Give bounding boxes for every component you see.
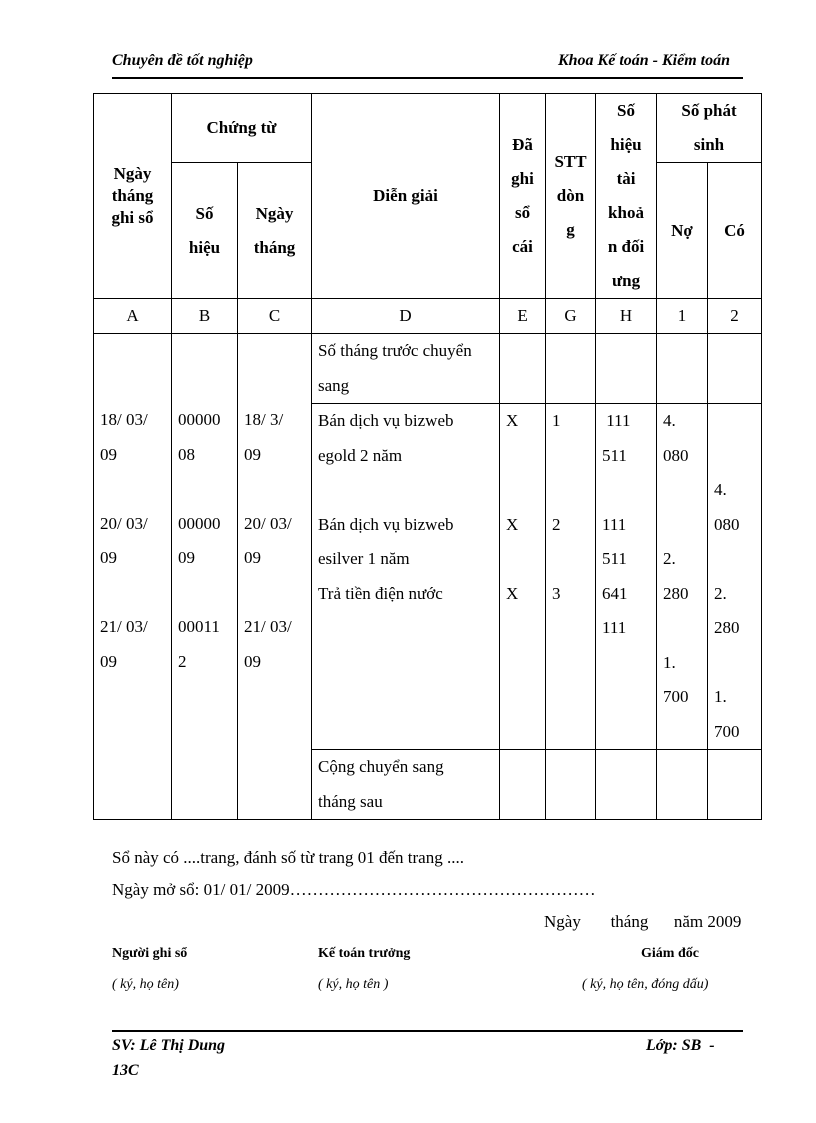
entries-line-number: 1 2 3 [546,404,596,750]
pages-note: Sổ này có ....trang, đánh số từ trang 01 đến trang .... [112,848,464,867]
entries-description: Bán dịch vụ bizweb egold 2 năm Bán dịch vụ bizweb esilver 1 năm Trả tiền điện nước [312,404,500,750]
column-letter: D [312,299,500,334]
header-ledger-posted: Đã ghi sổ cái [500,94,546,299]
opening-debit-cell [657,334,708,404]
opening-credit-cell [708,334,762,404]
header-credit: Có [708,163,762,299]
entries-debit: 4. 080 2. 280 1. 700 [657,404,708,750]
column-letter: H [596,299,657,334]
header-description: Diễn giải [312,94,500,299]
class-label: Lớp: SB - [646,1037,715,1054]
signature-director: Giám đốc [641,946,699,961]
header-right: Khoa Kế toán - Kiểm toán [557,52,730,69]
closing-account-cell [596,750,657,820]
ledger-table [93,93,762,820]
opening-balance-label: Số tháng trước chuyển sang [312,334,500,404]
entries-account: 111 511 111 511 641 111 [596,404,657,750]
header-rule [112,77,743,79]
student-name: SV: Lê Thị Dung [112,1037,226,1054]
footer-rule [112,1030,743,1032]
closing-line-cell [546,750,596,820]
header-amount: Số phát sinh [657,94,762,163]
closing-ledger-cell [500,750,546,820]
header-left: Chuyên đề tốt nghiệp [112,52,253,69]
header-account: Số hiệu tài khoả n đối ưng [596,94,657,299]
closing-balance-label: Cộng chuyển sang tháng sau [312,750,500,820]
column-letter: 2 [708,299,762,334]
signature-recorder-note: ( ký, họ tên) [112,977,179,992]
header-line-number: STT dòn g [546,94,596,299]
header-date-posted: Ngày tháng ghi sổ [94,94,172,299]
column-letter: 1 [657,299,708,334]
closing-credit-cell [708,750,762,820]
header-voucher: Chứng từ [172,94,312,163]
header-debit: Nợ [657,163,708,299]
opening-account-cell [596,334,657,404]
opening-line-cell [546,334,596,404]
date-line: Ngày tháng năm 2009 [544,912,742,931]
signature-chief-accountant-note: ( ký, họ tên ) [318,977,389,992]
entries-voucher-date: 18/ 3/ 09 20/ 03/ 09 21/ 03/ 09 [238,334,312,820]
header-voucher-number: Số hiệu [172,163,238,299]
column-letter: G [546,299,596,334]
open-date: Ngày mở sổ: 01/ 01/ 2009……………………………………………… [112,880,596,899]
entries-ledger-posted: X X X [500,404,546,750]
signature-chief-accountant: Kế toán trưởng [318,946,411,961]
student-name-continued: 13C [112,1062,139,1079]
entries-voucher-number: 00000 08 00000 09 00011 2 [172,334,238,820]
column-letter: E [500,299,546,334]
entries-date-posted: 18/ 03/ 09 20/ 03/ 09 21/ 03/ 09 [94,334,172,820]
column-letter: B [172,299,238,334]
entries-credit: 4. 080 2. 280 1. 700 [708,404,762,750]
signature-recorder: Người ghi sổ [112,946,188,961]
signature-director-note: ( ký, họ tên, đóng dấu) [582,977,709,992]
opening-ledger-cell [500,334,546,404]
column-letter: C [238,299,312,334]
closing-debit-cell [657,750,708,820]
header-voucher-date: Ngày tháng [238,163,312,299]
column-letter: A [94,299,172,334]
